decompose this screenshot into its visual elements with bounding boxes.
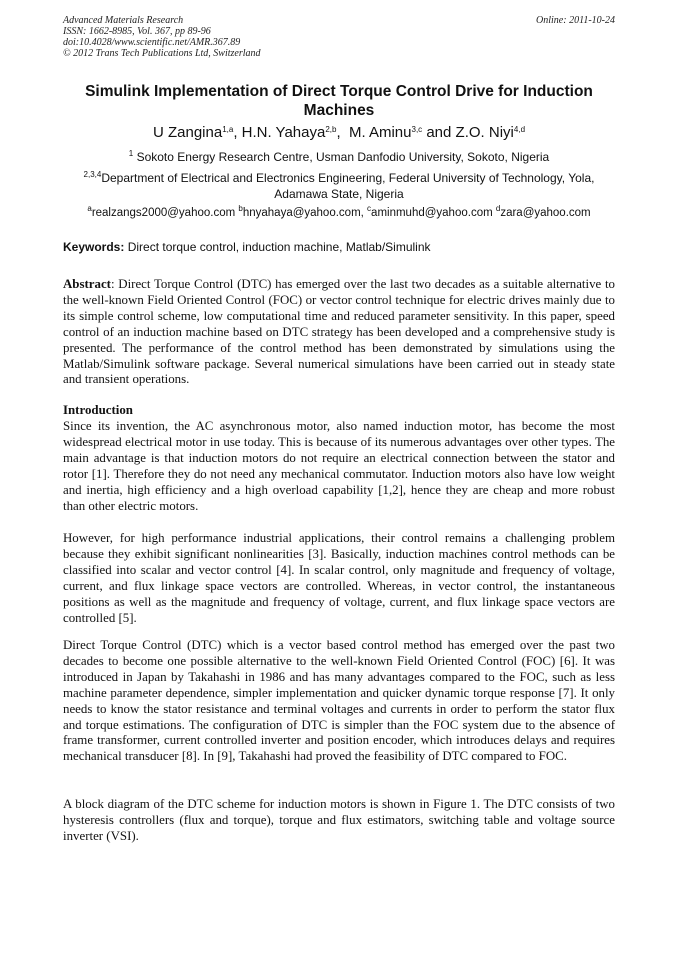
email-link[interactable]: zara@yahoo.com <box>500 207 591 219</box>
keywords <box>63 240 615 255</box>
author-separator: , <box>233 124 242 141</box>
journal-name: Advanced Materials Research <box>63 15 184 26</box>
author-affil-marker: 3,c <box>411 125 423 134</box>
copyright-line: © 2012 Trans Tech Publications Ltd, Switzerland <box>63 48 261 59</box>
abstract <box>63 277 615 388</box>
email-marker: d <box>495 204 501 213</box>
author-name: M. Aminu <box>348 124 412 141</box>
email-marker: b <box>238 204 243 213</box>
affiliation-marker: 2,3,4 <box>83 170 102 179</box>
email-link[interactable]: realzangs2000@yahoo.com <box>91 207 236 219</box>
paragraph: However, for high performance industrial applications, their control remains a challenging problem because they exhibit significant nonlinearities [3]. Basically, induction machines control methods can be classified into scalar and vector control [4]. In scalar control, only magnitude and frequency of voltage, current, and flux linkage space vectors are controlled. Whereas, in vector control, the instantaneous positions as well as the magnitude and frequency of voltage, current, and flux linkage space vectors are controlled [5]. <box>63 531 615 625</box>
author-separator: , <box>336 124 349 141</box>
email-link[interactable]: aminmuhd@yahoo.com <box>371 207 493 219</box>
section-heading-introduction: Introduction <box>63 403 133 417</box>
affiliation-text: Department of Electrical and Electronics Engineering, Federal University of Technology, Yola, Adamawa State, Nigeria <box>101 171 595 201</box>
author-name: U Zangina <box>152 124 223 141</box>
email-list <box>63 206 615 220</box>
keywords-label: Keywords: <box>63 240 125 254</box>
author-affil-marker: 4,d <box>513 125 526 134</box>
email-link[interactable]: hnyahaya@yahoo.com, <box>242 207 364 219</box>
affiliation-marker: 1 <box>128 149 134 158</box>
online-date: Online: 2011-10-24 <box>536 15 615 26</box>
author-list <box>63 124 615 142</box>
issn-line: ISSN: 1662-8985, Vol. 367, pp 89-96 <box>63 26 211 37</box>
journal-header <box>63 15 615 59</box>
paper-title: Simulink Implementation of Direct Torque Control Drive for Induction Machines <box>85 83 593 119</box>
keywords-text: Direct torque control, induction machine, Matlab/Simulink <box>127 240 431 254</box>
author-affil-marker: 1,a <box>222 125 234 134</box>
abstract-text: : Direct Torque Control (DTC) has emerged over the last two decades as a suitable alternative to the well-known Field Oriented Control (FOC) or vector control technique for electric drives mainly due to its simple control scheme, low computational time and reduced parameter sensitivity. In this paper, speed control of an induction machine based on DTC strategy has been developed and a comprehensive study is presented. The performance of the control method has been demonstrated by simulations using the Matlab/Simulink software package. Several numerical simulations have been carried out in steady state and transient operations. <box>63 277 615 387</box>
author-affil-marker: 2,b <box>325 125 337 134</box>
affiliation-1 <box>63 149 615 165</box>
affiliation-2 <box>63 170 615 202</box>
doi-line: doi:10.4028/www.scientific.net/AMR.367.89 <box>63 37 241 48</box>
author-separator: and <box>422 124 456 141</box>
author-name: Z.O. Niyi <box>455 124 514 141</box>
abstract-label: Abstract <box>63 277 111 291</box>
affiliation-text: Sokoto Energy Research Centre, Usman Danfodio University, Sokoto, Nigeria <box>136 150 550 164</box>
paragraph: A block diagram of the DTC scheme for induction motors is shown in Figure 1. The DTC consists of two hysteresis controllers (flux and torque), torque and flux estimators, switching table and voltage source inverter (VSI). <box>63 797 615 843</box>
paragraph: Since its invention, the AC asynchronous motor, also named induction motor, has become the most widespread electrical motor in use today. This is because of its numerous advantages over other types. The main advantage is that induction motors do not require an electrical connection between the stator and rotor [1]. Therefore they do not need any mechanical commutator. Induction motors also have low weight and inertia, high efficiency and a high overload capability [1,2], hence they are cheap and more robust than other electric motors. <box>63 419 615 513</box>
author-name: H.N. Yahaya <box>241 124 326 141</box>
email-marker: c <box>367 204 372 213</box>
paragraph: Direct Torque Control (DTC) which is a vector based control method has emerged over the past two decades to become one possible alternative to the well-known Field Oriented Control (FOC) [6]. It was introduced in Japan by Takahashi in 1986 and has many advantages compared to the FOC, such as less machine parameter dependence, simpler implementation and quicker dynamic torque response [7]. It only needs to know the stator resistance and terminal voltages and currents in order to perform the stator flux and torque estimations. The configuration of DTC is simpler than the FOC system due to the absence of frame transformer, current controlled inverter and position encoder, which introduces delays and requires mechanical transducer [8]. In [9], Takahashi had proved the feasibility of DTC compared to FOC. <box>63 638 615 764</box>
email-marker: a <box>87 204 92 213</box>
